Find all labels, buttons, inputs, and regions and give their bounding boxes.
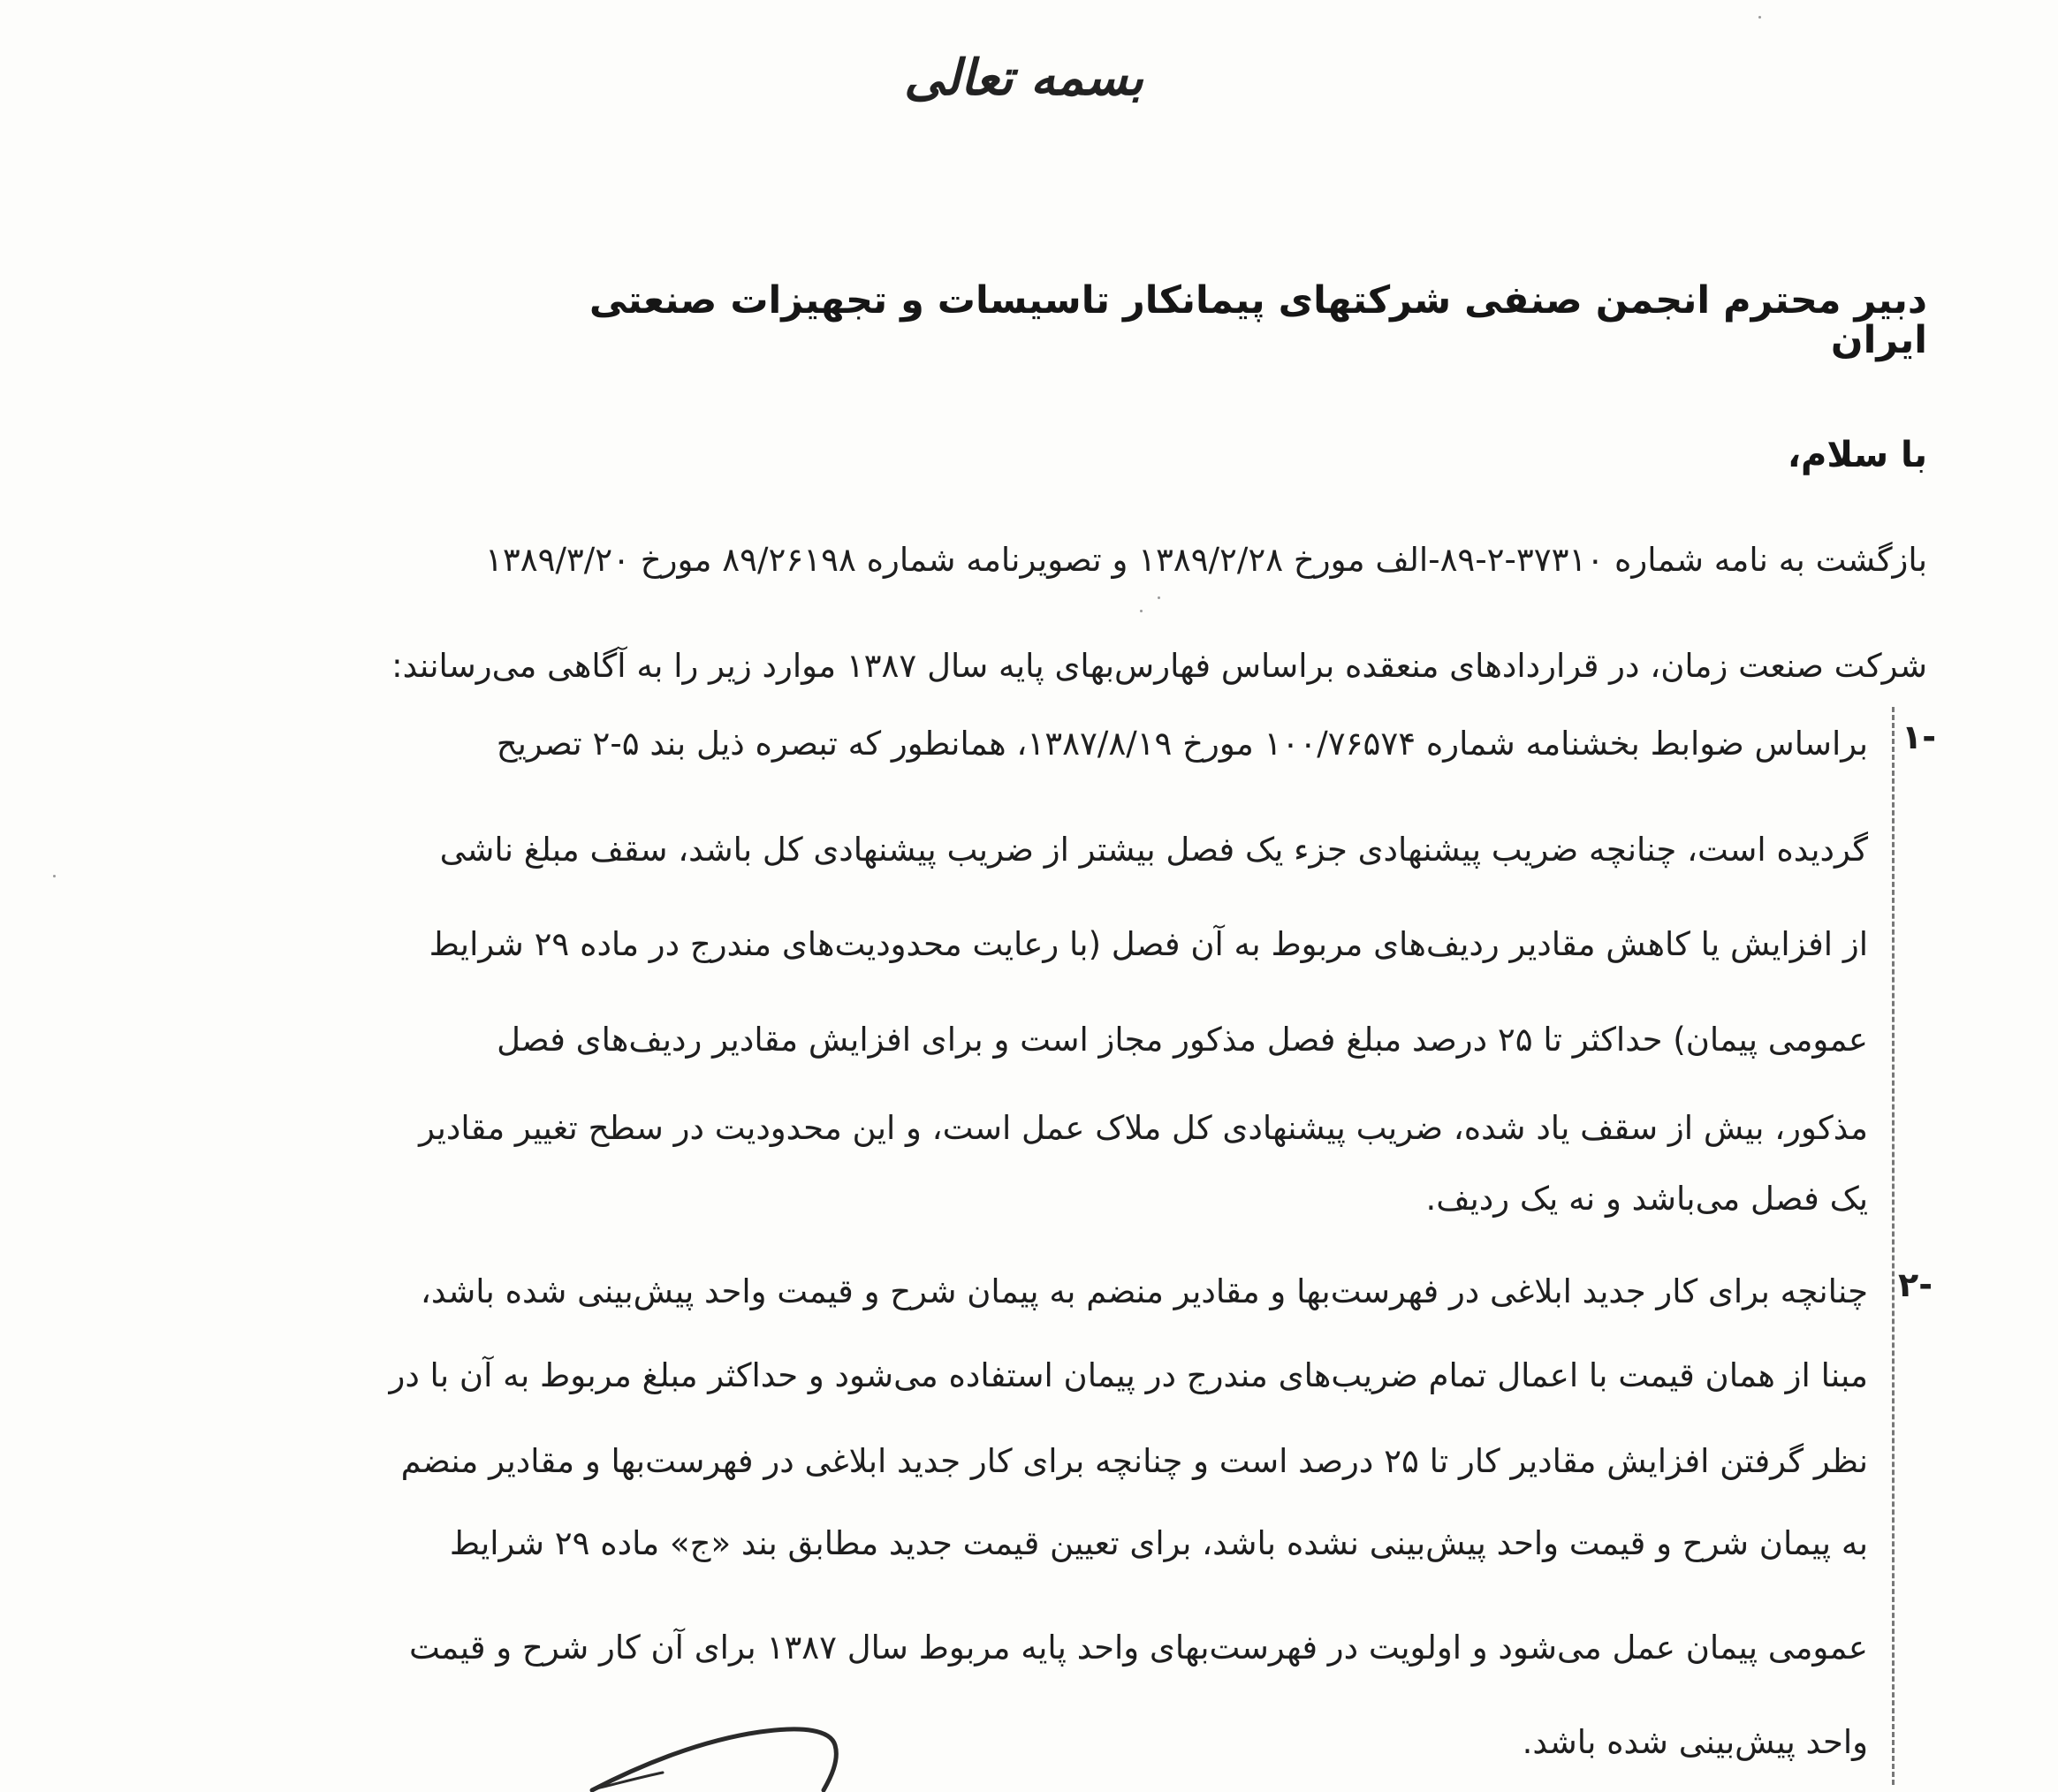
signature-stroke — [566, 1714, 884, 1792]
scan-speck — [53, 875, 56, 877]
scan-speck — [1140, 610, 1143, 612]
item-line: عمومی پیمان عمل می‌شود و اولویت در فهرست‌بهای واحد پایه مربوط سال ۱۳۸۷ برای آن کار شرح و قیمت — [408, 1629, 1868, 1667]
item-line: عمومی پیمان) حداکثر تا ۲۵ درصد مبلغ فصل مذکور مجاز است و برای افزایش مقادیر ردیف‌های فصل — [497, 1021, 1868, 1059]
item-line: به پیمان شرح و قیمت واحد پیش‌بینی نشده باشد، برای تعیین قیمت جدید مطابق بند «ج» ماده ۲۹ شرایط — [449, 1524, 1868, 1562]
scan-speck — [1158, 596, 1160, 599]
item-line: نظر گرفتن افزایش مقادیر کار تا ۲۵ درصد است و چنانچه برای کار جدید ابلاغی در فهرست‌بها و مقادیر منضم — [400, 1442, 1868, 1480]
margin-dashed-rule — [1892, 707, 1895, 1785]
recipient-line-continued: ایران — [1830, 318, 1927, 362]
intro-line: شرکت صنعت زمان، در قراردادهای منعقده براساس فهارس‌بهای پایه سال ۱۳۸۷ موارد زیر را به آگاهی می‌رسانند: — [391, 647, 1927, 685]
item-number: ۲- — [1898, 1265, 1933, 1304]
intro-line: بازگشت به نامه شماره ۳۷۳۱۰-۲-۸۹-الف مورخ ۱۳۸۹/۲/۲۸ و تصویرنامه شماره ۸۹/۲۶۱۹۸ مورخ ۱۳۸۹/۳/۲۰ — [484, 541, 1927, 579]
item-line: چنانچه برای کار جدید ابلاغی در فهرست‌بها و مقادیر منضم به پیمان شرح و قیمت واحد پیش‌بینی شده باشد، — [420, 1272, 1868, 1310]
item-number: ۱- — [1902, 718, 1936, 756]
recipient-line: دبیر محترم انجمن صنفی شرکتهای پیمانکار تاسیسات و تجهیزات صنعتی — [589, 278, 1927, 323]
item-line: واحد پیش‌بینی شده باشد. — [1522, 1723, 1868, 1761]
item-line: گردیده است، چنانچه ضریب پیشنهادی جزء یک فصل بیشتر از ضریب پیشنهادی کل باشد، سقف مبلغ ناشی — [439, 831, 1868, 869]
item-line: مبنا از همان قیمت با اعمال تمام ضریب‌های مندرج در پیمان استفاده می‌شود و حداکثر مبلغ مربوط به آن با در — [389, 1356, 1868, 1394]
item-line: یک فصل می‌باشد و نه یک ردیف. — [1425, 1180, 1868, 1218]
item-line: از افزایش یا کاهش مقادیر ردیف‌های مربوط به آن فصل (با رعایت محدودیت‌های مندرج در ماده ۲۹ شرایط — [429, 925, 1868, 963]
scan-speck — [1758, 16, 1761, 19]
item-line: براساس ضوابط بخشنامه شماره ۱۰۰/۷۶۵۷۴ مورخ ۱۳۸۷/۸/۱۹، همانطور که تبصره ذیل بند ۵-۲ تصریح — [496, 725, 1868, 763]
item-line: مذکور، بیش از سقف یاد شده، ضریب پیشنهادی کل ملاک عمل است، و این محدودیت در سطح تغییر مقادیر — [419, 1109, 1868, 1147]
salutation: با سلام، — [1787, 435, 1927, 475]
invocation-heading: بسمه تعالی — [904, 49, 1143, 107]
